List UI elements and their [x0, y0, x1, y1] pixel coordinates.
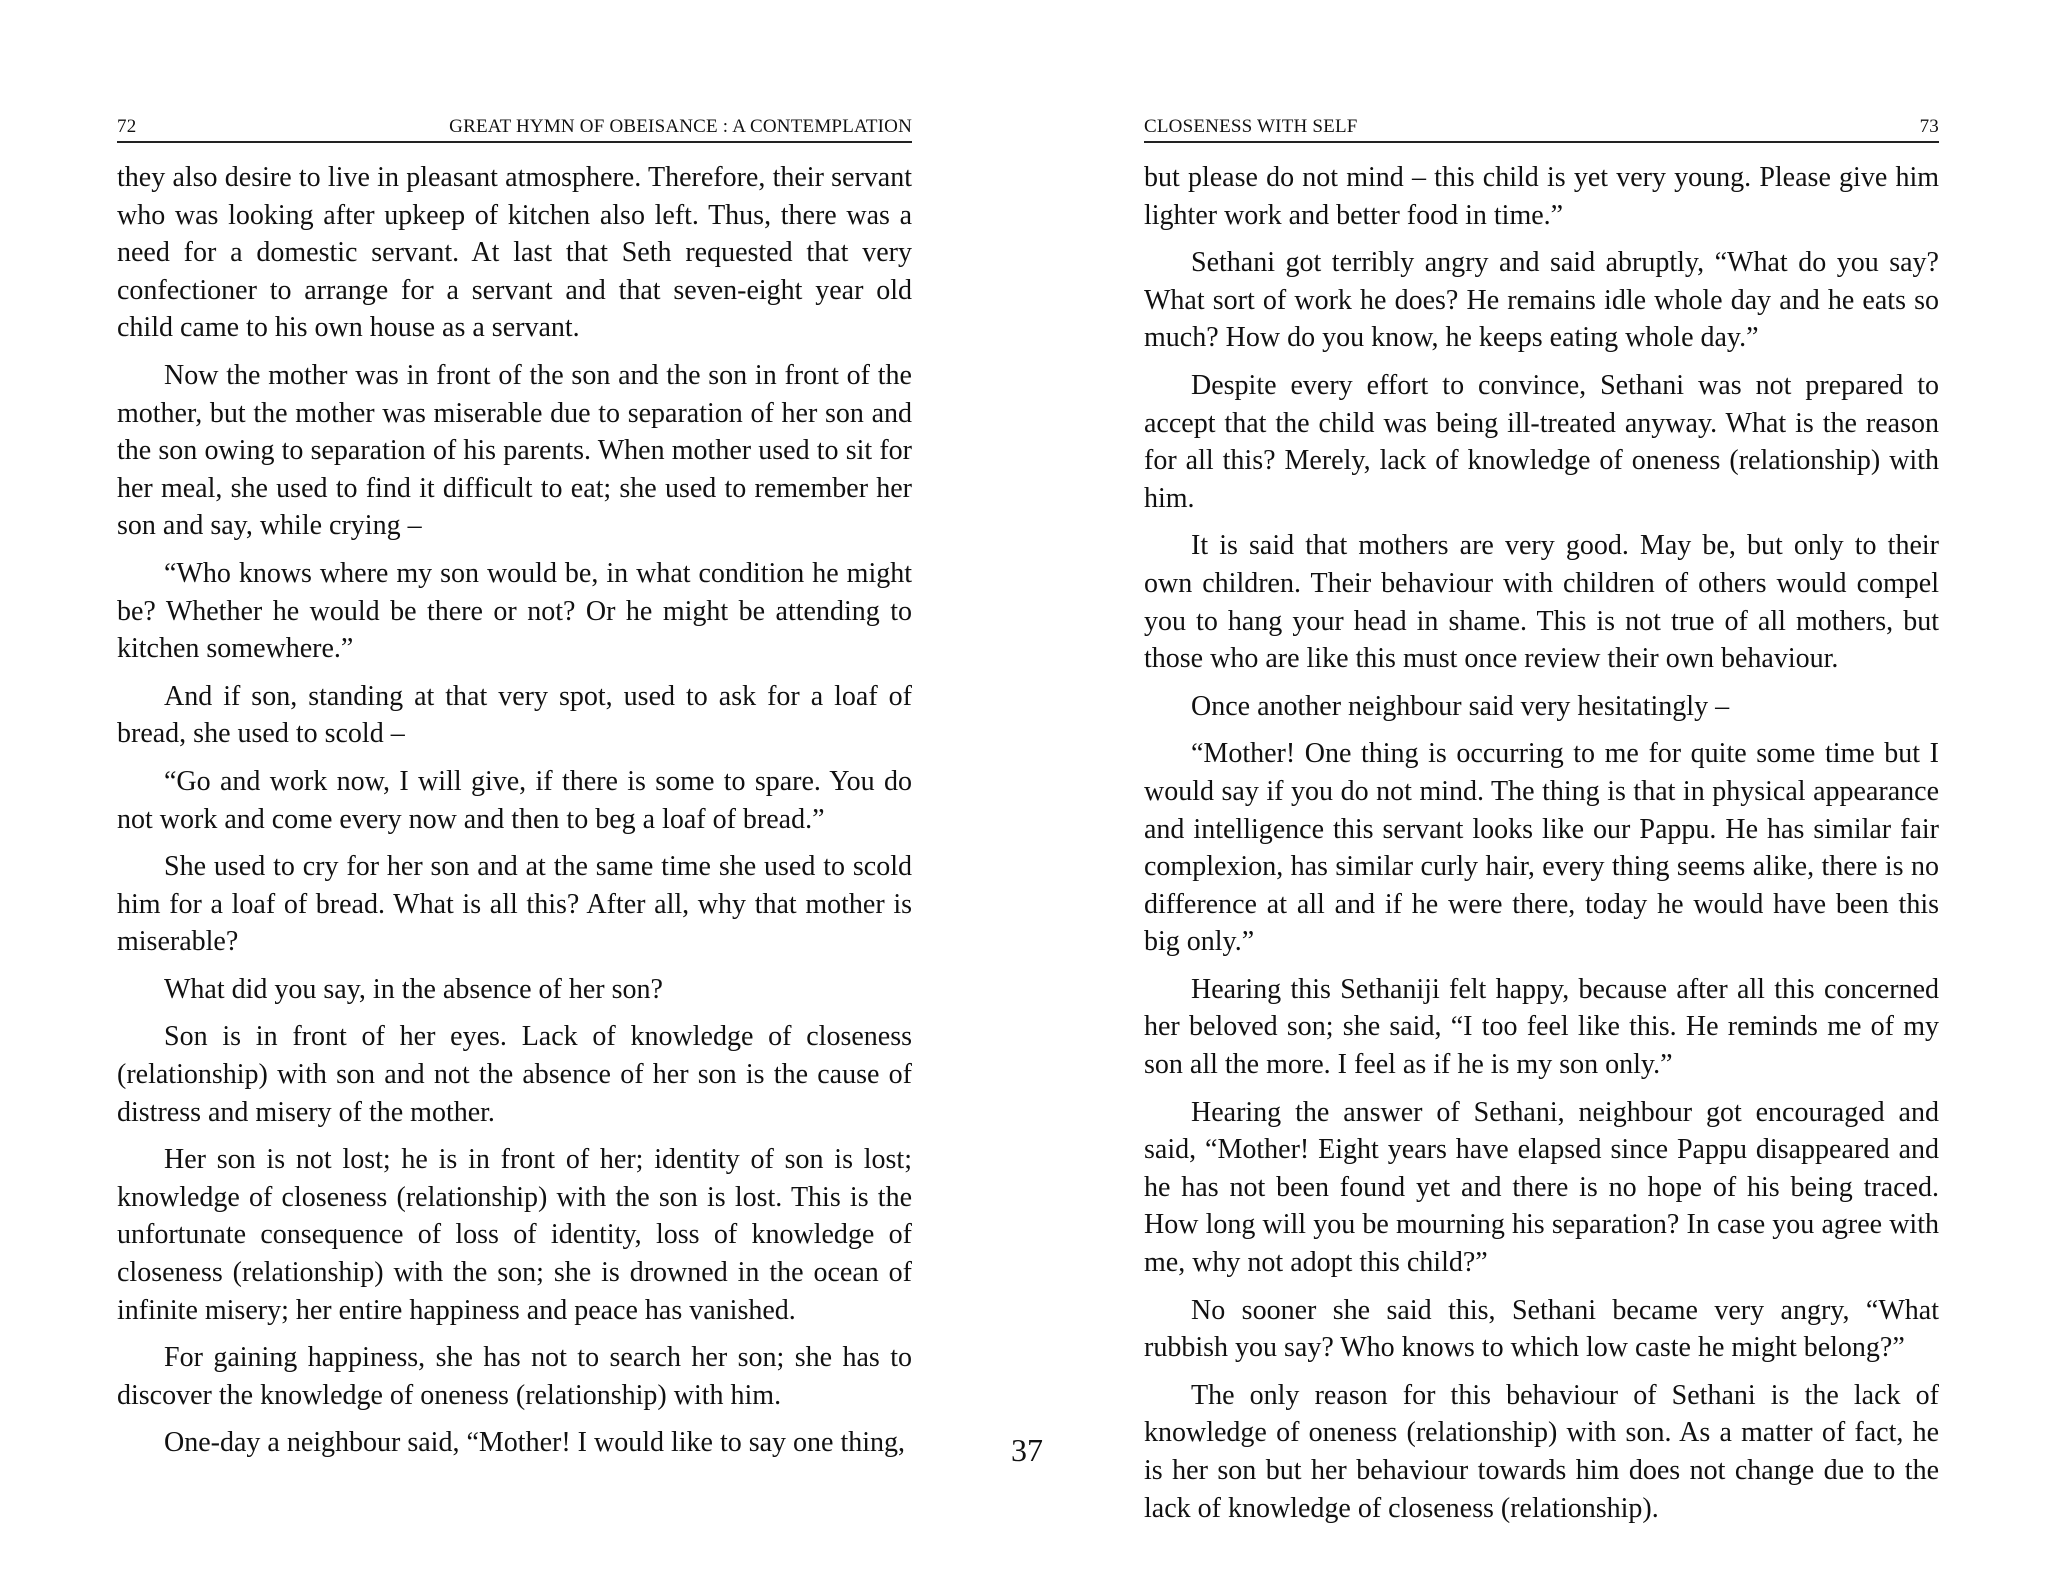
paragraph: Once another neighbour said very hesitatingly – [1191, 690, 1730, 722]
paragraph: It is said that mothers are very good. May be, but only to their own children. Their behaviour with children of others would compel you to hang your head in shame. This is not true of all mothers, but those who are like this must once review their own behaviour. [1144, 530, 1939, 675]
paragraph: Son is in front of her eyes. Lack of knowledge of closeness (relationship) with son and not the absence of her son is the cause of distress and misery of the mother. [117, 1021, 912, 1128]
right-page-number: 73 [1919, 116, 1939, 137]
left-page [117, 113, 912, 1472]
paragraph: they also desire to live in pleasant atmosphere. Therefore, their servant who was looking after upkeep of kitchen also left. Thus, there was a need for a domestic servant. At last that Seth requested that very confectioner to arrange for a servant and that seven-eight year old child came to his own house as a servant. [117, 162, 912, 344]
paragraph: Sethani got terribly angry and said abruptly, “What do you say? What sort of work he does? He remains idle whole day and he eats so much? How do you know, he keeps eating whole day.” [1144, 247, 1939, 354]
left-running-title: GREAT HYMN OF OBEISANCE : A CONTEMPLATION [449, 116, 912, 137]
sheet-number: 37 [1011, 1432, 1043, 1468]
right-running-title: CLOSENESS WITH SELF [1144, 116, 1358, 137]
paragraph: What did you say, in the absence of her son? [164, 973, 663, 1005]
right-running-head [1144, 113, 1939, 143]
paragraph: The only reason for this behaviour of Sethani is the lack of knowledge of oneness (relationship) with son. As a matter of fact, he is her son but her behaviour towards him does not change due to the lack of knowledge of closeness (relationship). [1144, 1379, 1939, 1524]
right-page [1144, 113, 1939, 1537]
paragraph: “Go and work now, I will give, if there is some to spare. You do not work and come every now and then to beg a loaf of bread.” [117, 765, 912, 835]
paragraph: Hearing this Sethaniji felt happy, because after all this concerned her beloved son; she said, “I too feel like this. He reminds me of my son all the more. I feel as if he is my son only.” [1144, 973, 1939, 1081]
paragraph: Now the mother was in front of the son and the son in front of the mother, but the mother was miserable due to separation of her son and the son owing to separation of his parents. When mother used to sit for her meal, she used to find it difficult to eat; she used to remember her son and say, while crying – [117, 359, 912, 542]
right-body-text [1144, 159, 1939, 1527]
paragraph: No sooner she said this, Sethani became very angry, “What rubbish you say? Who knows to which low caste he might belong?” [1144, 1294, 1939, 1364]
paragraph: She used to cry for her son and at the same time she used to scold him for a loaf of bread. What is all this? After all, why that mother is miserable? [117, 851, 912, 958]
paragraph: One-day a neighbour said, “Mother! I would like to say one thing, [164, 1427, 906, 1459]
left-body-text [117, 159, 912, 1462]
paragraph: Her son is not lost; he is in front of her; identity of son is lost; knowledge of closeness (relationship) with the son is lost. This is the unfortunate consequence of loss of identity, loss of knowledge of closeness (relationship) with the son; she is drowned in the ocean of infinite misery; her entire happiness and peace has vanished. [117, 1144, 912, 1326]
paragraph: And if son, standing at that very spot, used to ask for a loaf of bread, she used to scold – [117, 680, 912, 750]
paragraph: “Who knows where my son would be, in what condition he might be? Whether he would be there or not? Or he might be attending to kitchen somewhere.” [117, 557, 912, 665]
left-running-head [117, 113, 912, 143]
paragraph: Despite every effort to convince, Sethani was not prepared to accept that the child was being ill-treated anyway. What is the reason for all this? Merely, lack of knowledge of oneness (relationship) with him. [1144, 369, 1939, 514]
paragraph: “Mother! One thing is occurring to me for quite some time but I would say if you do not mind. The thing is that in physical appearance and intelligence this servant looks like our Pappu. He has similar fair complexion, has similar curly hair, every thing seems alike, there is no difference at all and if he were there, today he would have been this big only.” [1144, 738, 1939, 958]
paragraph: but please do not mind – this child is yet very young. Please give him lighter work and better food in time.” [1144, 162, 1939, 231]
left-page-number: 72 [117, 116, 137, 137]
paragraph: For gaining happiness, she has not to search her son; she has to discover the knowledge of oneness (relationship) with him. [117, 1342, 912, 1411]
paragraph: Hearing the answer of Sethani, neighbour got encouraged and said, “Mother! Eight years have elapsed since Pappu disappeared and he has not been found yet and there is no hope of his being traced. How long will you be mourning his separation? In case you agree with me, why not adopt this child?” [1144, 1096, 1939, 1279]
